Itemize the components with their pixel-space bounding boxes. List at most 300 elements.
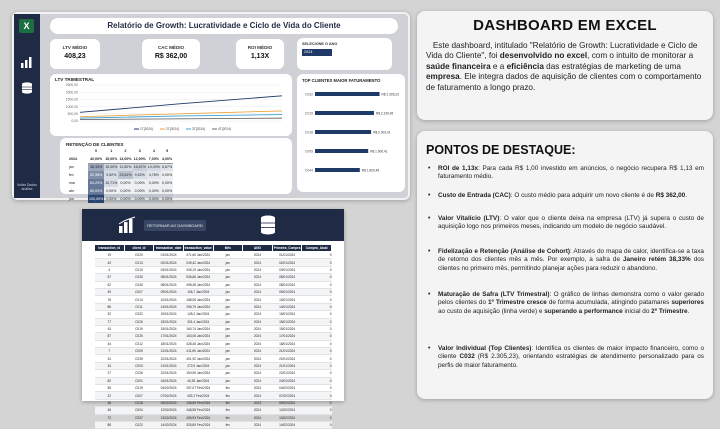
cohort-cell: 38,33% <box>88 163 104 171</box>
table-cell[interactable]: 14/01/2024 <box>272 303 302 310</box>
table-cell[interactable]: 03/01/2024 <box>272 266 302 273</box>
cohort-cell: 0,00% <box>106 189 117 193</box>
table-cell[interactable]: 2024 <box>243 259 273 266</box>
table-cell[interactable]: 2024 <box>243 392 273 399</box>
table-cell[interactable]: 0 <box>302 325 332 332</box>
table-cell[interactable]: 40,35 Jan/2024 <box>183 377 213 384</box>
sidebar-caption: Voltar Dados análise <box>16 183 38 191</box>
table-cell[interactable]: C039 <box>124 355 154 362</box>
table-cell[interactable]: 0 <box>302 252 332 259</box>
sheet-column-header[interactable]: Mês <box>213 245 243 252</box>
table-cell[interactable]: 12/02/2024 <box>272 407 302 414</box>
table-row[interactable] <box>95 274 332 281</box>
table-cell[interactable]: 471,60 Jan/2024 <box>183 252 213 259</box>
table-cell[interactable]: 09/02/2024 <box>154 399 184 406</box>
table-cell[interactable]: 2024 <box>243 377 273 384</box>
table-cell[interactable]: C037 <box>124 414 154 421</box>
table-cell[interactable]: C026 <box>124 370 154 377</box>
table-row[interactable] <box>95 303 332 310</box>
ltv-chart-title: LTV TRIMESTRAL <box>55 77 95 82</box>
table-cell[interactable]: 163,06 Jan/2024 <box>183 333 213 340</box>
table-cell[interactable]: 10/01/2024 <box>154 296 184 303</box>
table-cell[interactable]: C004 <box>124 407 154 414</box>
table-cell[interactable]: 0 <box>302 348 332 355</box>
table-cell[interactable]: 2024 <box>243 340 273 347</box>
table-cell[interactable]: 498,38 Jan/2024 <box>183 281 213 288</box>
table-cell[interactable]: 106,7 Jan/2024 <box>183 288 213 295</box>
table-cell[interactable]: C016 <box>124 399 154 406</box>
table-cell[interactable]: 01/01/2024 <box>154 252 184 259</box>
table-cell[interactable]: C007 <box>124 288 154 295</box>
table-cell[interactable]: 40 <box>95 259 125 266</box>
table-row[interactable] <box>95 407 332 414</box>
table-cell[interactable]: 87 <box>95 333 125 340</box>
sheet-column-header[interactable]: transaction_id <box>95 245 125 252</box>
bar-category-label: C015 <box>304 111 313 116</box>
intro-text: e a <box>490 61 507 71</box>
table-cell[interactable]: 21/01/2024 <box>154 348 184 355</box>
table-cell[interactable]: 448,58 Fev/2024 <box>183 407 213 414</box>
table-cell[interactable]: 2024 <box>243 274 273 281</box>
client-bar <box>315 92 380 96</box>
table-cell[interactable]: 2024 <box>243 281 273 288</box>
table-cell[interactable]: fev <box>213 392 243 399</box>
table-cell[interactable]: 0 <box>302 266 332 273</box>
sheet-column-header[interactable]: transaction_date <box>154 245 184 252</box>
kpi-card-ltv <box>50 39 100 69</box>
table-cell[interactable]: 331,4 Jan/2024 <box>183 318 213 325</box>
table-row[interactable] <box>95 414 332 421</box>
table-cell[interactable]: 0 <box>302 311 332 318</box>
cohort-header-cell: 3 <box>138 149 141 153</box>
table-cell[interactable]: 04/02/2024 <box>154 385 184 392</box>
table-cell[interactable]: 09/01/2024 <box>272 288 302 295</box>
table-cell[interactable]: 08/01/2024 <box>272 274 302 281</box>
highlight-bold: R$ 362,00 <box>655 192 686 199</box>
client-bar <box>315 149 368 153</box>
table-row[interactable] <box>95 355 332 362</box>
y-tick-label: 2500,00 <box>65 83 78 88</box>
table-cell[interactable]: 13/02/2024 <box>272 414 302 421</box>
table-cell[interactable]: 32 <box>95 311 125 318</box>
table-cell[interactable]: jan <box>213 311 243 318</box>
table-cell[interactable]: 145,2 Jan/2024 <box>183 311 213 318</box>
table-cell[interactable]: jan <box>213 303 243 310</box>
table-cell[interactable]: 18/01/2024 <box>272 340 302 347</box>
table-row[interactable] <box>95 362 332 369</box>
cohort-cell: 11,50% <box>118 163 132 171</box>
transactions-table <box>94 244 332 429</box>
table-cell[interactable]: 88 <box>95 421 125 428</box>
table-cell[interactable]: jan <box>213 288 243 295</box>
table-cell[interactable]: C022 <box>124 421 154 428</box>
table-cell[interactable]: jan <box>213 355 243 362</box>
bullet-icon: • <box>428 248 431 255</box>
bar-chart-icon[interactable] <box>118 217 138 233</box>
table-cell[interactable]: 0 <box>302 370 332 377</box>
table-cell[interactable]: 188,06 Jan/2024 <box>183 296 213 303</box>
table-row[interactable] <box>95 421 332 428</box>
table-cell[interactable]: C007 <box>124 392 154 399</box>
table-cell[interactable]: 17/01/2024 <box>272 333 302 340</box>
table-cell[interactable]: 07/02/2024 <box>272 392 302 399</box>
year-filter-2024[interactable]: 2024 <box>302 49 332 56</box>
table-cell[interactable]: 2024 <box>243 370 273 377</box>
table-cell[interactable]: C003 <box>124 362 154 369</box>
table-cell[interactable]: 335,19 Jan/2024 <box>183 266 213 273</box>
table-cell[interactable]: 48 <box>95 399 125 406</box>
table-cell[interactable]: 21/01/2024 <box>272 348 302 355</box>
table-cell[interactable]: 24/01/2024 <box>272 377 302 384</box>
table-cell[interactable]: 44 <box>95 340 125 347</box>
table-row[interactable] <box>95 318 332 325</box>
table-cell[interactable]: 296,79 Jan/2024 <box>183 303 213 310</box>
intro-bold: saúde financeira <box>426 61 491 71</box>
cohort-header-cell: 0 <box>95 149 98 153</box>
cohort-header-cell: 5 <box>166 149 169 153</box>
table-cell[interactable]: jan <box>213 333 243 340</box>
highlight-text <box>438 291 704 316</box>
table-cell[interactable]: 0 <box>302 407 332 414</box>
table-cell[interactable]: 04/02/2024 <box>272 385 302 392</box>
table-cell[interactable]: 2024 <box>243 318 273 325</box>
bar-chart-icon[interactable] <box>20 56 34 68</box>
table-cell[interactable]: C020 <box>124 252 154 259</box>
table-cell[interactable]: fev <box>213 407 243 414</box>
table-cell[interactable]: 0 <box>302 333 332 340</box>
table-cell[interactable]: 249,42 Jan/2024 <box>183 259 213 266</box>
highlight-bold: Fidelização e Retenção (Análise de Cohort) <box>438 248 570 255</box>
table-cell[interactable]: fev <box>213 414 243 421</box>
table-cell[interactable]: 0 <box>302 340 332 347</box>
table-row[interactable] <box>95 392 332 399</box>
cohort-cell: 23,81% <box>119 173 132 177</box>
return-to-dashboard-button[interactable]: RETORNAR AO DASHBOARD <box>144 220 206 231</box>
table-row[interactable] <box>95 348 332 355</box>
bar-category-label: C032 <box>304 92 313 97</box>
table-cell[interactable]: C030 <box>124 274 154 281</box>
table-cell[interactable]: 272,9 Jan/2024 <box>183 362 213 369</box>
legend-label: 1T(2024) <box>140 127 153 132</box>
table-row[interactable] <box>95 340 332 347</box>
table-cell[interactable]: jan <box>213 274 243 281</box>
table-row[interactable] <box>95 296 332 303</box>
table-cell[interactable]: C010 <box>124 266 154 273</box>
table-cell[interactable]: 0 <box>302 281 332 288</box>
highlight-plain: : Para cada R$ 1,00 investido em anúncios, o negócio recupera R$ 1,13 em faturamento médio. <box>438 165 704 181</box>
cohort-cell: 0,00% <box>162 197 173 201</box>
cohort-row-label: jan <box>69 165 74 169</box>
table-row[interactable] <box>95 385 332 392</box>
table-cell[interactable]: jan <box>213 370 243 377</box>
highlight-item <box>428 345 704 370</box>
table-cell[interactable]: C012 <box>124 340 154 347</box>
cohort-year-cell: 12,00% <box>133 155 147 163</box>
cohort-cell: 0,00% <box>120 189 131 193</box>
cohort-cell: 0,00% <box>134 197 145 201</box>
table-cell[interactable]: 7 <box>95 348 125 355</box>
table-cell[interactable]: 2024 <box>243 355 273 362</box>
table-cell[interactable]: 17/01/2024 <box>154 333 184 340</box>
y-tick-label: 2000,00 <box>65 90 78 95</box>
table-cell[interactable]: 78 <box>95 296 125 303</box>
table-cell[interactable]: C025 <box>124 333 154 340</box>
table-cell[interactable]: 22/01/2024 <box>154 370 184 377</box>
table-cell[interactable]: 24/01/2024 <box>154 377 184 384</box>
table-cell[interactable]: 411,69 Jan/2024 <box>183 348 213 355</box>
table-cell[interactable]: 536,66 Jan/2024 <box>183 274 213 281</box>
table-row[interactable] <box>95 311 332 318</box>
table-cell[interactable]: 2024 <box>243 414 273 421</box>
table-row[interactable] <box>95 377 332 384</box>
table-cell[interactable]: 0 <box>302 399 332 406</box>
table-cell[interactable]: 49 <box>95 288 125 295</box>
legend-label: 2T(2024) <box>166 127 179 132</box>
table-cell[interactable]: 160,74 Jan/2024 <box>183 325 213 332</box>
table-cell[interactable]: 0 <box>302 377 332 384</box>
table-row[interactable] <box>95 370 332 377</box>
table-cell[interactable]: 21/01/2024 <box>154 362 184 369</box>
cohort-year-cell: 7,00% <box>147 155 161 163</box>
table-cell[interactable]: jan <box>213 325 243 332</box>
table-cell[interactable]: 15/01/2024 <box>272 325 302 332</box>
table-cell[interactable]: 0 <box>302 318 332 325</box>
table-cell[interactable]: 0 <box>302 259 332 266</box>
table-cell[interactable]: 2024 <box>243 407 273 414</box>
table-cell[interactable]: 428,45 Jan/2024 <box>183 340 213 347</box>
sheet-column-header[interactable]: Primeira_Compra <box>273 246 301 250</box>
highlight-text <box>438 165 704 182</box>
table-cell[interactable]: 82 <box>95 377 125 384</box>
table-row[interactable] <box>95 259 332 266</box>
table-row[interactable] <box>95 399 332 406</box>
table-cell[interactable]: 2024 <box>243 296 273 303</box>
table-cell[interactable]: 09/02/2024 <box>272 399 302 406</box>
table-cell[interactable]: 09/01/2024 <box>154 288 184 295</box>
cohort-year-cell: 15,00% <box>104 155 118 163</box>
table-cell[interactable]: 14/02/2024 <box>154 421 184 428</box>
table-cell[interactable]: 12/02/2024 <box>154 407 184 414</box>
table-cell[interactable]: 46 <box>95 407 125 414</box>
table-cell[interactable]: 0 <box>302 355 332 362</box>
table-cell[interactable]: 0 <box>302 421 332 428</box>
table-cell[interactable]: 0 <box>302 414 332 421</box>
table-cell[interactable]: C013 <box>124 259 154 266</box>
table-cell[interactable]: C019 <box>124 325 154 332</box>
table-cell[interactable]: 19 <box>95 252 125 259</box>
table-cell[interactable]: 0 <box>302 288 332 295</box>
top-clients-title: TOP CLIENTES MAIOR FATURAMENTO <box>302 78 381 83</box>
table-row[interactable] <box>95 266 332 273</box>
sheet-column-header[interactable]: Compra_Atual <box>302 245 332 252</box>
cohort-cell: 0,00% <box>148 197 159 201</box>
table-cell[interactable]: 57 <box>95 274 125 281</box>
table-cell[interactable]: jan <box>213 348 243 355</box>
client-bar <box>315 111 374 115</box>
table-cell[interactable]: 08/01/2024 <box>154 281 184 288</box>
client-bar <box>315 168 360 172</box>
highlight-plain: . <box>685 192 688 199</box>
table-cell[interactable]: 15/01/2024 <box>154 318 184 325</box>
table-cell[interactable]: 0 <box>302 296 332 303</box>
table-cell[interactable]: 22 <box>95 392 125 399</box>
table-cell[interactable]: fev <box>213 399 243 406</box>
table-cell[interactable]: C019 <box>124 385 154 392</box>
table-cell[interactable]: 2024 <box>243 399 273 406</box>
highlight-text <box>438 215 704 232</box>
table-cell[interactable]: jan <box>213 377 243 384</box>
intro-bold: empresa <box>426 72 460 82</box>
table-cell[interactable]: 10/01/2024 <box>272 296 302 303</box>
table-cell[interactable]: 0 <box>302 392 332 399</box>
table-cell[interactable]: 402,2 Fev/2024 <box>183 392 213 399</box>
table-cell[interactable]: 02/01/2024 <box>272 259 302 266</box>
table-cell[interactable]: 15/01/2024 <box>154 325 184 332</box>
table-cell[interactable]: 0 <box>302 362 332 369</box>
table-cell[interactable]: fev <box>213 385 243 392</box>
table-cell[interactable]: 2024 <box>243 311 273 318</box>
table-cell[interactable]: 72 <box>95 414 125 421</box>
table-cell[interactable]: 2024 <box>243 266 273 273</box>
table-cell[interactable]: 14/02/2024 <box>272 421 302 428</box>
table-cell[interactable]: 13/02/2024 <box>154 414 184 421</box>
table-cell[interactable]: 2024 <box>243 362 273 369</box>
table-cell[interactable]: 2024 <box>243 333 273 340</box>
table-cell[interactable]: 2024 <box>243 303 273 310</box>
table-cell[interactable]: 02/01/2024 <box>154 259 184 266</box>
table-cell[interactable]: jan <box>213 266 243 273</box>
sheet-column-header[interactable]: client_id <box>124 245 154 252</box>
table-cell[interactable]: 2024 <box>243 348 273 355</box>
table-cell[interactable]: 18/01/2024 <box>154 340 184 347</box>
table-cell[interactable]: C045 <box>124 281 154 288</box>
bullet-icon: • <box>428 345 431 352</box>
table-cell[interactable]: 01/01/2024 <box>272 252 302 259</box>
table-cell[interactable]: 14/01/2024 <box>154 303 184 310</box>
cohort-cell: 0,00% <box>106 197 117 201</box>
table-cell[interactable]: jan <box>213 296 243 303</box>
table-cell[interactable]: 55 <box>95 385 125 392</box>
table-cell[interactable]: C014 <box>124 296 154 303</box>
table-cell[interactable]: 401,92 Jan/2024 <box>183 355 213 362</box>
table-cell[interactable]: jan <box>213 362 243 369</box>
table-cell[interactable]: 0 <box>302 303 332 310</box>
table-cell[interactable]: jan <box>213 318 243 325</box>
table-cell[interactable]: 0 <box>302 385 332 392</box>
table-cell[interactable]: 22/01/2024 <box>272 355 302 362</box>
sheet-column-header[interactable]: transaction_value <box>184 246 212 250</box>
table-row[interactable] <box>95 333 332 340</box>
database-icon[interactable] <box>260 215 276 235</box>
highlight-item <box>428 291 704 316</box>
table-cell[interactable]: 15/01/2024 <box>154 311 184 318</box>
table-cell[interactable]: C001 <box>124 377 154 384</box>
table-cell[interactable]: 22/01/2024 <box>154 355 184 362</box>
table-cell[interactable]: jan <box>213 340 243 347</box>
table-cell[interactable]: 03/01/2024 <box>154 266 184 273</box>
cohort-year-label: 2024 <box>69 157 77 161</box>
table-cell[interactable]: 15/01/2024 <box>272 318 302 325</box>
table-row[interactable] <box>95 325 332 332</box>
table-cell[interactable]: 22/01/2024 <box>272 370 302 377</box>
highlight-plain: dos clientes no primeiro mês, permitindo planejar ações para reduzir o abandono. <box>438 256 704 272</box>
table-cell[interactable]: 15/01/2024 <box>272 311 302 318</box>
table-cell[interactable]: C032 <box>124 311 154 318</box>
table-cell[interactable]: 0 <box>302 274 332 281</box>
table-cell[interactable]: 27 <box>95 370 125 377</box>
table-row[interactable] <box>95 252 332 259</box>
sheet-column-header[interactable]: ANO <box>243 245 273 252</box>
highlight-text <box>438 192 704 200</box>
highlight-bold: superando a performance <box>544 307 623 315</box>
table-cell[interactable]: 2024 <box>243 325 273 332</box>
bullet-icon: • <box>428 215 431 222</box>
cohort-cell: 6,67% <box>161 163 173 171</box>
table-cell[interactable]: jan <box>213 259 243 266</box>
kpi-value: R$ 362,00 <box>154 53 188 60</box>
cohort-heatmap <box>68 147 173 203</box>
ltv-series-line <box>80 96 282 113</box>
highlight-bold: 2º Trimestre <box>651 307 688 315</box>
table-cell[interactable]: 24 <box>95 355 125 362</box>
table-cell[interactable]: jan <box>213 281 243 288</box>
highlight-plain: : Através do mapa de calor, identifica-se a taxa de retorno dos clientes mês a mês. Por exemplo, a safra de <box>438 248 704 264</box>
excel-icon[interactable]: X <box>19 19 34 33</box>
bar-category-label: C044 <box>304 168 313 173</box>
table-cell[interactable]: C009 <box>124 348 154 355</box>
table-cell[interactable]: 325,89 Fev/2024 <box>183 421 213 428</box>
highlight-text <box>438 345 704 370</box>
table-row[interactable] <box>95 281 332 288</box>
table-cell[interactable]: 77 <box>95 318 125 325</box>
table-cell[interactable]: 62 <box>95 281 125 288</box>
sidebar <box>14 14 40 198</box>
table-cell[interactable]: 21/01/2024 <box>272 362 302 369</box>
table-cell[interactable]: 08/01/2024 <box>154 274 184 281</box>
database-icon[interactable] <box>20 82 34 94</box>
y-tick-label: 0,00 <box>71 119 78 124</box>
table-cell[interactable]: C011 <box>124 303 154 310</box>
intro-panel <box>417 11 713 120</box>
table-cell[interactable]: 2024 <box>243 252 273 259</box>
table-cell[interactable]: 24 <box>95 362 125 369</box>
table-cell[interactable]: 436,93 Fev/2024 <box>183 414 213 421</box>
cohort-year-cell: 4,00% <box>161 155 173 163</box>
table-cell[interactable]: 43 <box>95 325 125 332</box>
intro-paragraph <box>426 41 706 93</box>
table-cell[interactable]: 2024 <box>243 385 273 392</box>
highlight-plain: (R$ 2.305,23), orientando estratégias de atendimento personalizado para os perfis de maior faturamento. <box>438 353 704 369</box>
table-cell[interactable]: 257,07 Fev/2024 <box>183 385 213 392</box>
table-cell[interactable]: fev <box>213 421 243 428</box>
table-cell[interactable]: C026 <box>124 318 154 325</box>
table-cell[interactable]: 08/01/2024 <box>272 281 302 288</box>
cohort-cell: 64,29% <box>89 181 103 185</box>
table-row[interactable] <box>95 288 332 295</box>
table-cell[interactable]: 86 <box>95 303 125 310</box>
kpi-label: ROI MÉDIO <box>247 45 273 50</box>
table-cell[interactable]: 153,96 Jan/2024 <box>183 370 213 377</box>
table-cell[interactable]: 4 <box>95 266 125 273</box>
highlights-title: PONTOS DE DESTAQUE: <box>426 143 576 157</box>
table-cell[interactable]: 136,69 Fev/2024 <box>183 399 213 406</box>
highlight-bold: ROI de 1,13x <box>438 165 479 172</box>
table-cell[interactable]: 2024 <box>243 421 273 428</box>
table-cell[interactable]: jan <box>213 252 243 259</box>
table-cell[interactable]: 07/02/2024 <box>154 392 184 399</box>
cohort-cell: 0,00% <box>134 189 145 193</box>
table-cell[interactable]: 2024 <box>243 288 273 295</box>
